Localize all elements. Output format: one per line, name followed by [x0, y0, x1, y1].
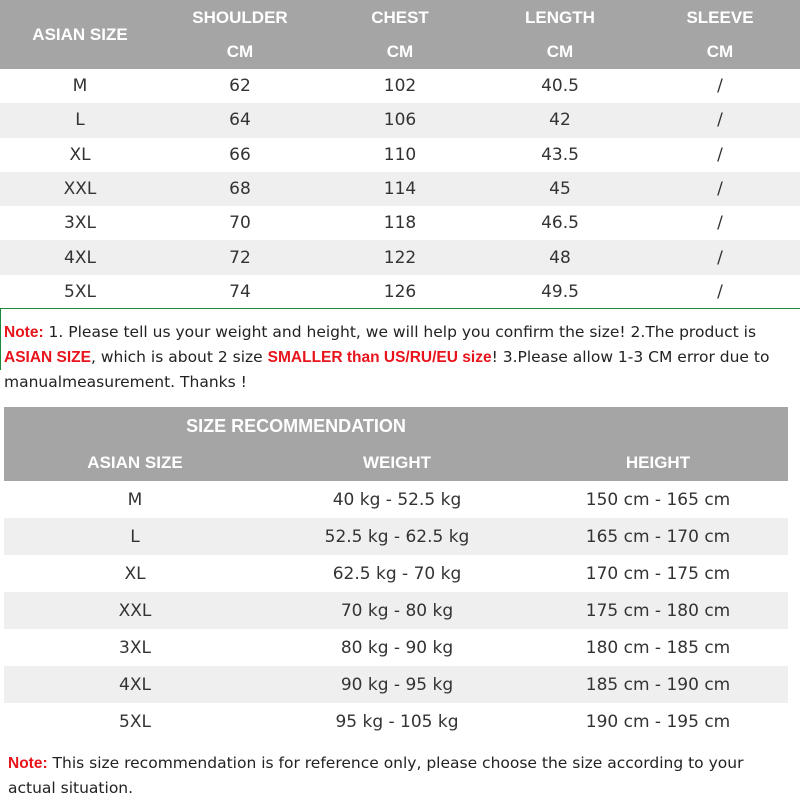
cell-size: XL — [124, 563, 146, 584]
header-shoulder: SHOULDER — [192, 8, 288, 27]
measurement-table-header — [0, 0, 800, 69]
recommendation-table-header — [4, 445, 788, 481]
cell-shoulder: 74 — [229, 281, 251, 302]
table-row — [0, 69, 800, 103]
header-sleeve: SLEEVE — [686, 8, 754, 27]
cell-height: 165 cm - 170 cm — [585, 526, 731, 547]
cell-shoulder: 64 — [229, 110, 251, 131]
cell-chest: 126 — [383, 281, 417, 302]
table-row — [0, 172, 800, 206]
recommendation-table-body — [4, 481, 788, 740]
header-unit-shoulder: CM — [226, 42, 254, 61]
cell-chest: 122 — [383, 247, 417, 268]
note-label: Note: — [8, 755, 48, 772]
cell-size: 4XL — [64, 247, 96, 268]
cell-sleeve: / — [717, 213, 723, 234]
note-text: , which is about 2 size — [90, 348, 268, 366]
cell-size: M — [72, 76, 88, 97]
table-row — [4, 629, 788, 666]
cell-height: 190 cm - 195 cm — [585, 711, 731, 732]
cell-chest: 114 — [383, 179, 417, 200]
cell-length: 42 — [549, 110, 571, 131]
cell-height: 185 cm - 190 cm — [585, 674, 731, 695]
cell-shoulder: 72 — [229, 247, 251, 268]
size-note — [4, 320, 796, 394]
note-label: Note: — [4, 324, 44, 341]
cell-length: 48 — [549, 247, 571, 268]
table-row — [4, 592, 788, 629]
cell-weight: 80 kg - 90 kg — [340, 637, 454, 658]
cell-length: 45 — [549, 179, 571, 200]
cell-length: 49.5 — [541, 281, 579, 302]
cell-size: L — [130, 526, 140, 547]
cell-height: 175 cm - 180 cm — [585, 600, 731, 621]
table-row — [4, 666, 788, 703]
cell-size: XL — [69, 144, 91, 165]
cell-sleeve: / — [717, 247, 723, 268]
cell-weight: 95 kg - 105 kg — [335, 711, 459, 732]
cell-weight: 90 kg - 95 kg — [340, 674, 454, 695]
recommendation-title — [4, 407, 788, 445]
recommendation-title-text: SIZE RECOMMENDATION — [186, 415, 406, 436]
table-row — [0, 103, 800, 137]
cell-shoulder: 62 — [229, 76, 251, 97]
header-weight: WEIGHT — [363, 453, 431, 472]
section-divider — [0, 308, 800, 309]
cell-sleeve: / — [717, 110, 723, 131]
note-highlight-smaller: SMALLER than US/RU/EU size — [267, 349, 492, 366]
header-asian-size: ASIAN SIZE — [32, 25, 128, 44]
cell-sleeve: / — [717, 144, 723, 165]
cell-size: XXL — [63, 179, 97, 200]
header-unit-sleeve: CM — [706, 42, 734, 61]
section-divider-vertical — [0, 308, 1, 370]
cell-weight: 62.5 kg - 70 kg — [332, 563, 462, 584]
header-unit-length: CM — [546, 42, 574, 61]
cell-sleeve: / — [717, 76, 723, 97]
header-unit-chest: CM — [386, 42, 414, 61]
header-asian-size: ASIAN SIZE — [87, 453, 183, 472]
cell-size: 3XL — [119, 637, 151, 658]
cell-sleeve: / — [717, 179, 723, 200]
cell-shoulder: 70 — [229, 213, 251, 234]
cell-shoulder: 66 — [229, 144, 251, 165]
size-recommendation-table — [4, 407, 788, 740]
note-text: 1. Please tell us your weight and height, we will help you confirm the size! 2.The product is — [43, 323, 757, 341]
note-text: ! 3.Please allow 1-3 CM error due to manualmeasurement. Thanks ! — [4, 348, 770, 391]
cell-chest: 118 — [383, 213, 417, 234]
cell-weight: 52.5 kg - 62.5 kg — [324, 526, 470, 547]
table-row — [0, 138, 800, 172]
table-row — [4, 555, 788, 592]
cell-chest: 110 — [383, 144, 417, 165]
cell-size: L — [75, 110, 85, 131]
cell-sleeve: / — [717, 281, 723, 302]
header-length: LENGTH — [525, 8, 595, 27]
table-row — [0, 240, 800, 274]
note-highlight-asian-size: ASIAN SIZE — [4, 349, 91, 366]
note-text: This size recommendation is for reference only, please choose the size according to your actual situation. — [8, 754, 744, 797]
cell-chest: 106 — [383, 110, 417, 131]
table-row — [4, 518, 788, 555]
cell-height: 170 cm - 175 cm — [585, 563, 731, 584]
cell-size: 3XL — [64, 213, 96, 234]
cell-size: 5XL — [119, 711, 151, 732]
table-row — [4, 703, 788, 740]
cell-size: M — [127, 489, 143, 510]
cell-shoulder: 68 — [229, 179, 251, 200]
cell-size: 4XL — [119, 674, 151, 695]
table-row — [4, 481, 788, 518]
cell-size: XXL — [118, 600, 152, 621]
cell-length: 46.5 — [541, 213, 579, 234]
table-row — [0, 275, 800, 309]
cell-size: 5XL — [64, 281, 96, 302]
cell-weight: 40 kg - 52.5 kg — [332, 489, 462, 510]
cell-chest: 102 — [383, 76, 417, 97]
cell-length: 40.5 — [541, 76, 579, 97]
measurement-table-body — [0, 69, 800, 309]
cell-weight: 70 kg - 80 kg — [340, 600, 454, 621]
cell-length: 43.5 — [541, 144, 579, 165]
table-row — [0, 206, 800, 240]
recommendation-note — [8, 751, 788, 801]
measurement-table — [0, 0, 800, 309]
header-chest: CHEST — [371, 8, 429, 27]
header-height: HEIGHT — [625, 453, 691, 472]
cell-height: 180 cm - 185 cm — [585, 637, 731, 658]
cell-height: 150 cm - 165 cm — [585, 489, 731, 510]
